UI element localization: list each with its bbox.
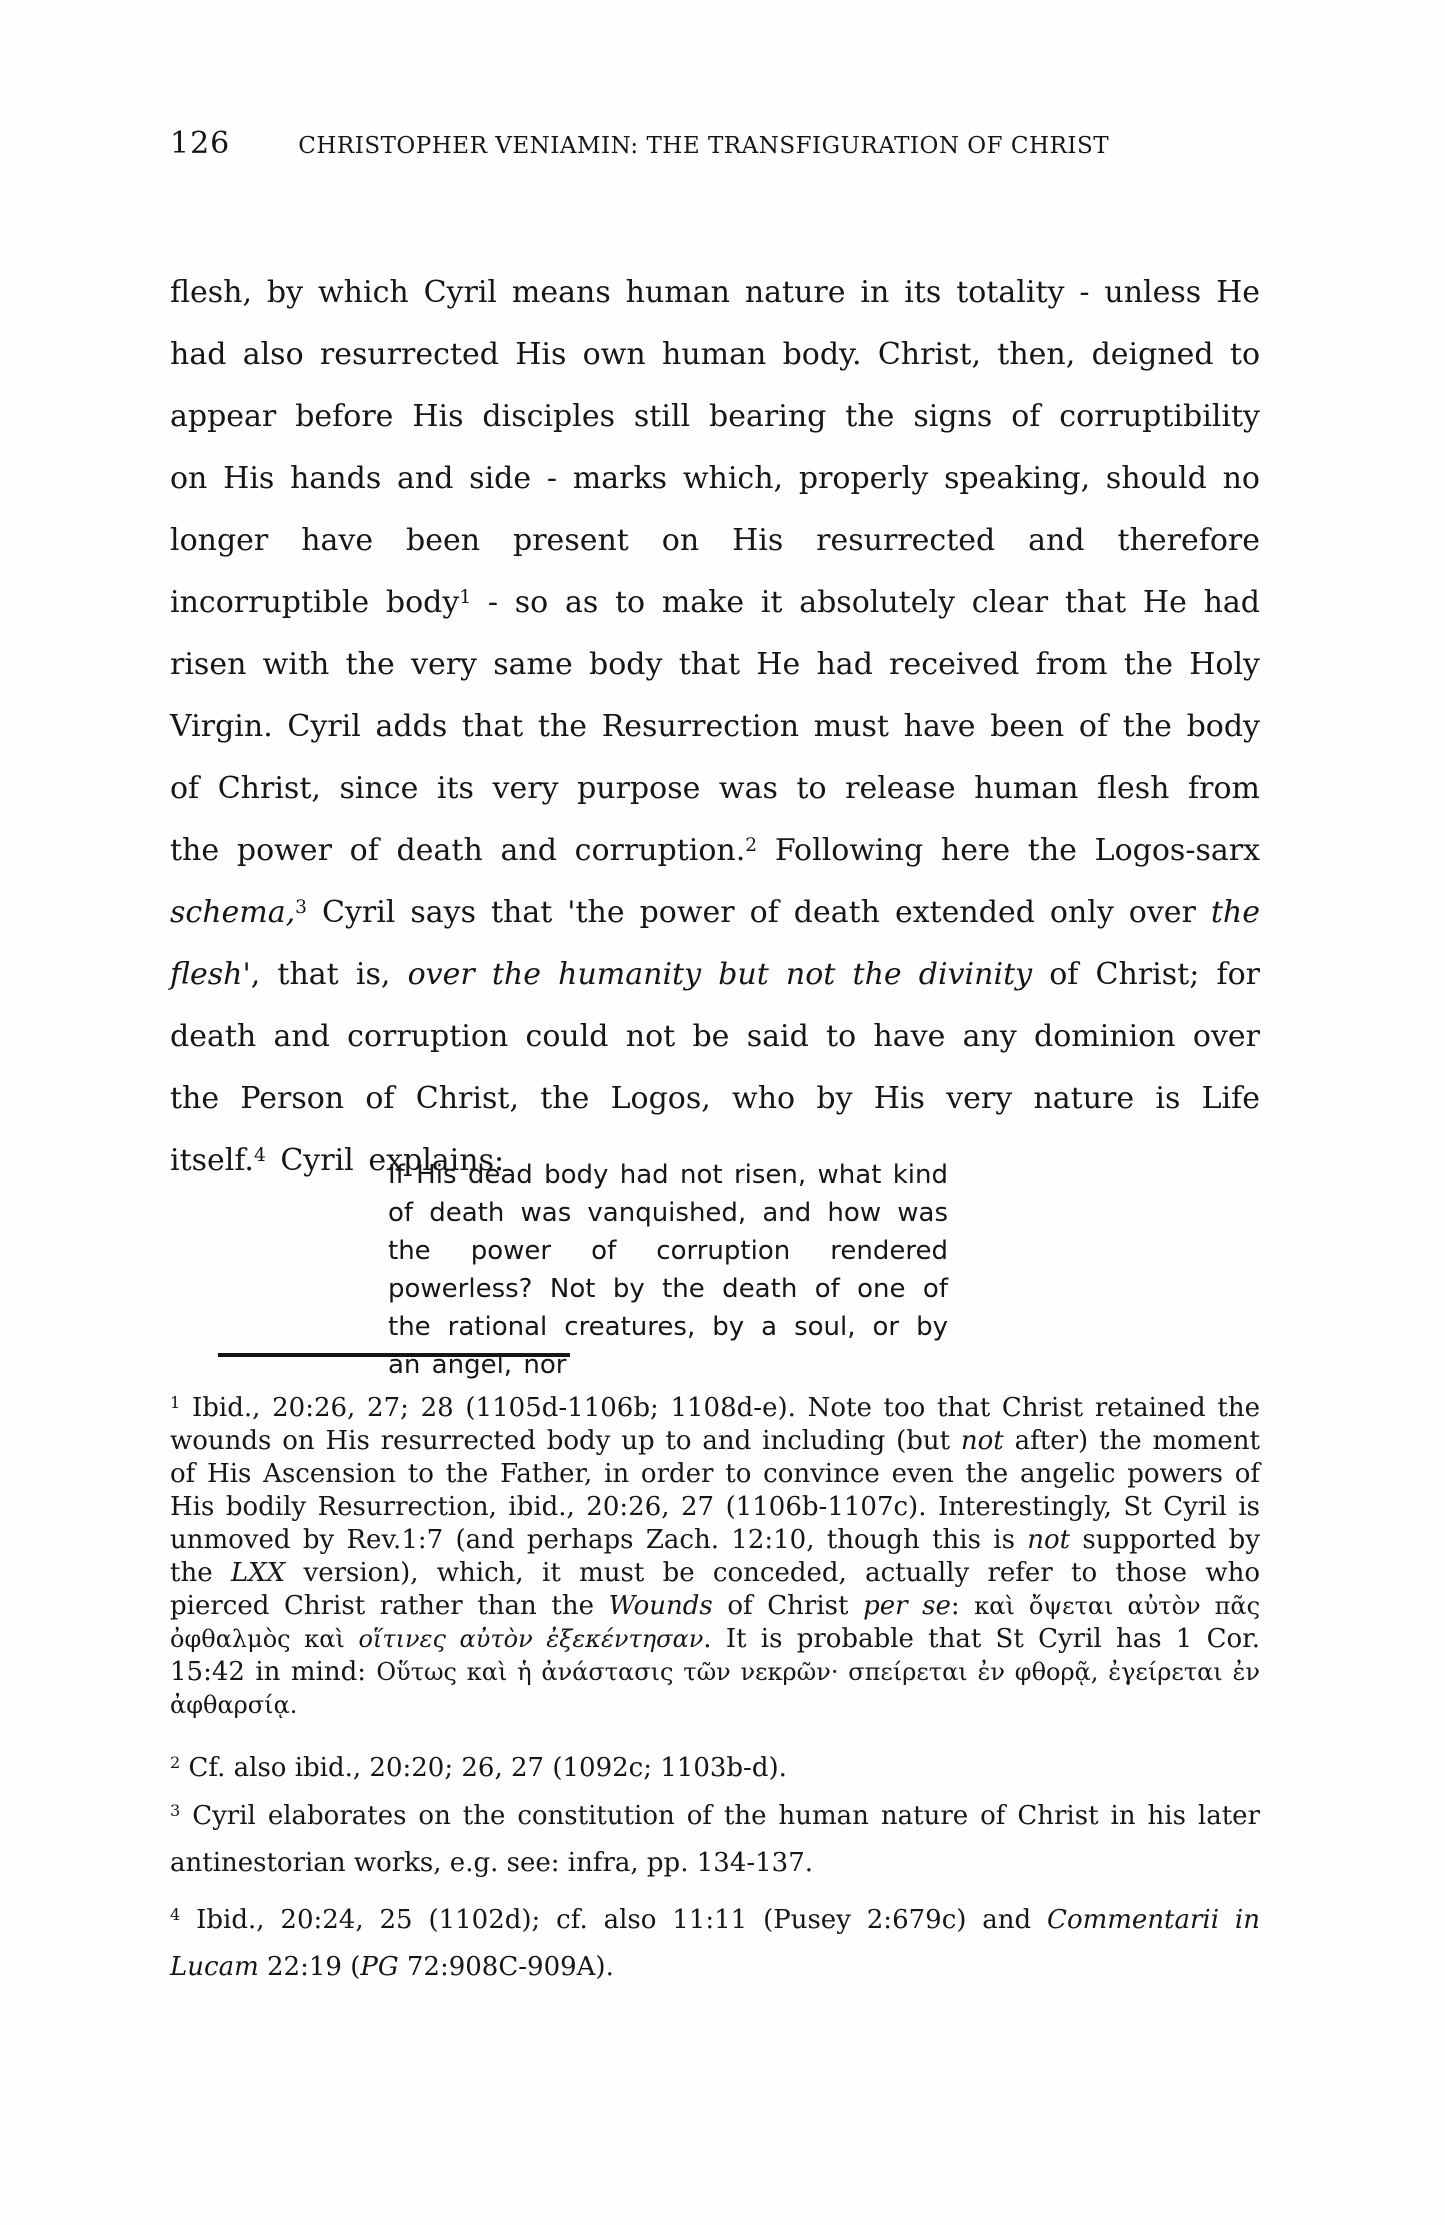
page-number: 126 — [170, 126, 231, 161]
footnote-marker-2: 2 — [170, 1752, 181, 1772]
footnote-ref-2: 2 — [745, 834, 758, 856]
footnote-run: Ibid., 20:26, 27; 28 (1105d-1106b; 1108d-e). Note too that Christ retained the wounds on His resurrected body up to and including (but — [170, 1393, 1260, 1456]
greek-text-italic: οἵτινες αὐτὸν ἐξεκέντησαν — [358, 1625, 704, 1653]
paragraph-run: Following here the Logos-sarx — [757, 833, 1260, 868]
footnote-ref-3: 3 — [295, 896, 307, 918]
paragraph-run: flesh, by which Cyril means human nature in its totality - unless He had also resurrected His own human body. Christ, then, deigned to appear before His disciples still bearing the signs of corruptibility on His hands and side - marks which, properly speaking, should no longer have been present on His resurrected and therefore incorruptible body — [170, 275, 1260, 620]
footnote-run-italic: not — [960, 1426, 1004, 1456]
footnote-2 — [170, 1752, 1260, 1785]
footnote-3 — [170, 1793, 1260, 1887]
footnote-run: 22:19 ( — [258, 1952, 361, 1982]
paragraph-run: Cyril says that 'the power of death extended only over — [307, 895, 1211, 930]
footnote-run: version), which, it must be conceded, actually refer to those who pierced Christ rather than the — [170, 1558, 1260, 1621]
footnote-run-italic: not — [1027, 1525, 1071, 1555]
main-paragraph — [170, 262, 1260, 1192]
footnotes — [170, 1392, 1260, 1991]
greek-text: καὶ ὄψεται αὐτὸν πᾶς ὀφθαλμὸς καὶ — [170, 1592, 1261, 1653]
footnote-run: Cyril elaborates on the constitution of the human nature of Christ in his later antinestorian works, e.g. see: infra, pp. 134-137. — [170, 1801, 1260, 1878]
greek-text: Οὕτως καὶ ἡ ἀνάστασις τῶν νεκρῶν· σπείρεται ἐν φθορᾷ, ἐγείρεται ἐν ἀφθαρσίᾳ. — [170, 1658, 1260, 1719]
paragraph-run-italic: the flesh — [170, 895, 1260, 992]
footnote-separator — [218, 1353, 570, 1357]
footnote-run: : — [950, 1591, 975, 1621]
footnote-ref-1: 1 — [459, 586, 472, 608]
running-header — [170, 126, 1260, 161]
footnote-run: 72:908C-909A). — [398, 1952, 614, 1982]
paragraph-run: ', that is, — [242, 957, 408, 992]
footnote-run-italic: per se — [863, 1591, 951, 1621]
paragraph-run: Cyril explains: — [265, 1143, 505, 1178]
paragraph-run: of Christ; for death and corruption could not be said to have any dominion over the Person of Christ, the Logos, who by His very nature is Life itself. — [170, 957, 1260, 1178]
footnote-marker-4: 4 — [170, 1904, 181, 1924]
running-title: CHRISTOPHER VENIAMIN: THE TRANSFIGURATION OF CHRIST — [298, 133, 1110, 159]
paragraph-run: - so as to make it absolutely clear that He had risen with the very same body that He had received from the Holy Virgin. Cyril adds that the Resurrection must have been of the body of Christ, since its very purpose was to release human flesh from the power of death and corruption. — [170, 585, 1260, 868]
paragraph-run-italic: over the humanity but not the divinity — [407, 957, 1033, 992]
footnote-run-italic: PG — [360, 1952, 399, 1982]
footnote-run: of Christ — [712, 1591, 864, 1621]
paragraph-run-italic: schema, — [170, 895, 296, 930]
footnote-run: after) the moment of His Ascension to the Father, in order to convince even the angelic powers of His bodily Resurrection, ibid., 20:26, 27 (1106b-1107c). Interestingly, St Cyril is unmoved by Rev.1:7 (and perhaps Zach. 12:10, though this is — [170, 1426, 1260, 1555]
block-quote: If His dead body had not risen, what kind of death was vanquished, and how was the power of corruption rendered powerless? Not by the death of one of the rational creatures, by a soul, or by an angel, nor — [388, 1160, 948, 1380]
footnote-ref-4: 4 — [253, 1144, 266, 1166]
footnote-marker-1: 1 — [170, 1392, 181, 1412]
footnote-1 — [170, 1392, 1260, 1722]
footnote-run: Ibid., 20:24, 25 (1102d); cf. also 11:11 (Pusey 2:679c) and — [180, 1905, 1048, 1935]
footnote-run-italic: Commentarii in Lucam — [170, 1905, 1260, 1982]
footnote-run: . It is probable that St Cyril has 1 Cor. 15:42 in mind: — [170, 1624, 1260, 1687]
footnote-run-italic: Wounds — [608, 1591, 713, 1621]
footnote-run-italic: LXX — [230, 1558, 286, 1588]
footnote-run: Cf. also ibid., 20:20; 26, 27 (1092c; 1103b-d). — [180, 1753, 787, 1783]
footnote-run: supported by the — [170, 1525, 1261, 1588]
footnote-4 — [170, 1897, 1260, 1991]
footnote-marker-3: 3 — [170, 1800, 181, 1820]
